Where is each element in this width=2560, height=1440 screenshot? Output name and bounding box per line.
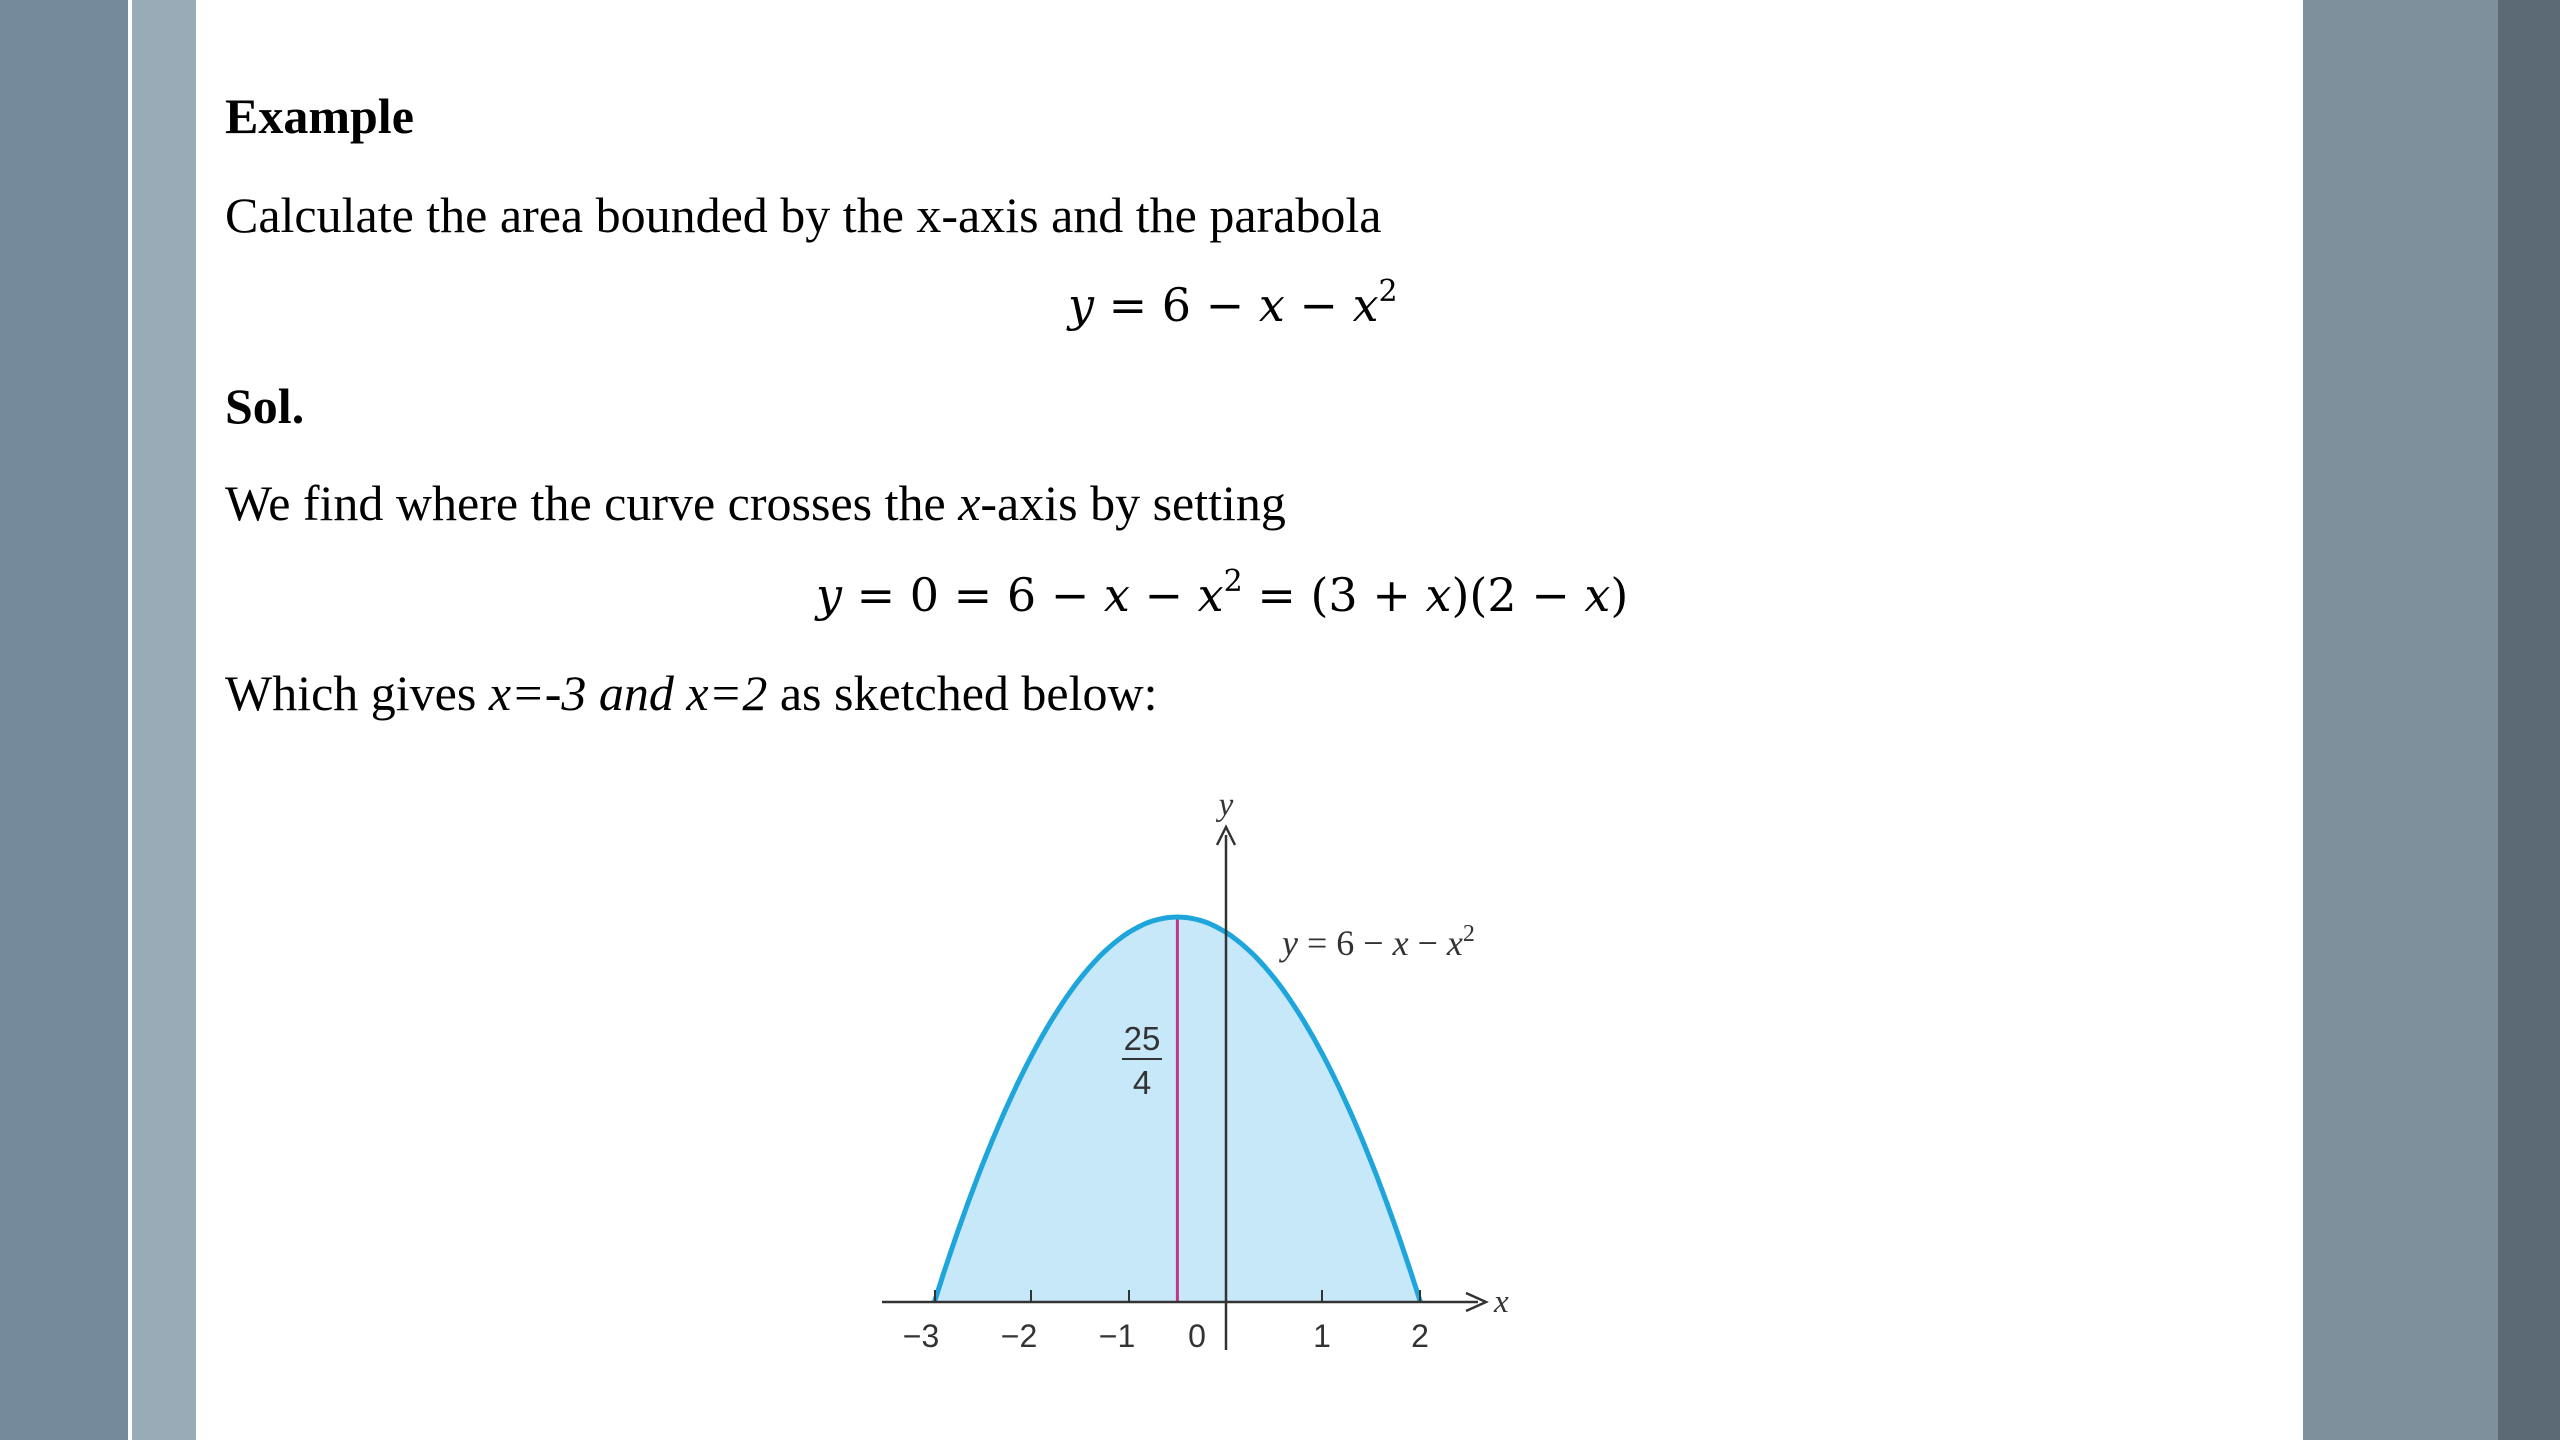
- x-tick-label: −2: [1000, 1318, 1038, 1354]
- example-heading: Example: [225, 88, 414, 144]
- vertex-height-denominator: 4: [1132, 1064, 1152, 1101]
- x-tick-label: −3: [902, 1318, 940, 1354]
- x-tick-label: 1: [1313, 1318, 1331, 1354]
- vertex-height-numerator: 25: [1123, 1020, 1161, 1057]
- solution-text-1: We find where the curve crosses the x-axis by setting: [225, 475, 1286, 531]
- solution-text-2: Which gives x=-3 and x=2 as sketched below:: [225, 665, 1158, 721]
- x-axis-label: x: [1494, 1284, 1509, 1320]
- x-tick-label: −1: [1098, 1318, 1136, 1354]
- solution-heading: Sol.: [225, 378, 305, 434]
- x-tick-label: 0: [1188, 1318, 1206, 1354]
- right-background-band: [2498, 0, 2560, 1440]
- factored-equation: $y = 0 = 6 - x - x^2 = (3 + x)(2 - x)$: [816, 564, 1629, 622]
- x-tick-label: 2: [1411, 1318, 1429, 1354]
- parabola-sketch: [196, 0, 2303, 1440]
- parabola-equation: $y = 6 - x - x^2$: [1068, 274, 1398, 332]
- left-background-band: [0, 0, 128, 1440]
- problem-statement: Calculate the area bounded by the x-axis and the parabola: [225, 187, 1382, 243]
- document-page: [196, 0, 2303, 1440]
- left-inner-band: [132, 0, 196, 1440]
- curve-label: $y = 6 - x - x^2$: [1282, 921, 1475, 963]
- y-axis-label: y: [1218, 787, 1234, 823]
- right-inner-band: [2303, 0, 2498, 1440]
